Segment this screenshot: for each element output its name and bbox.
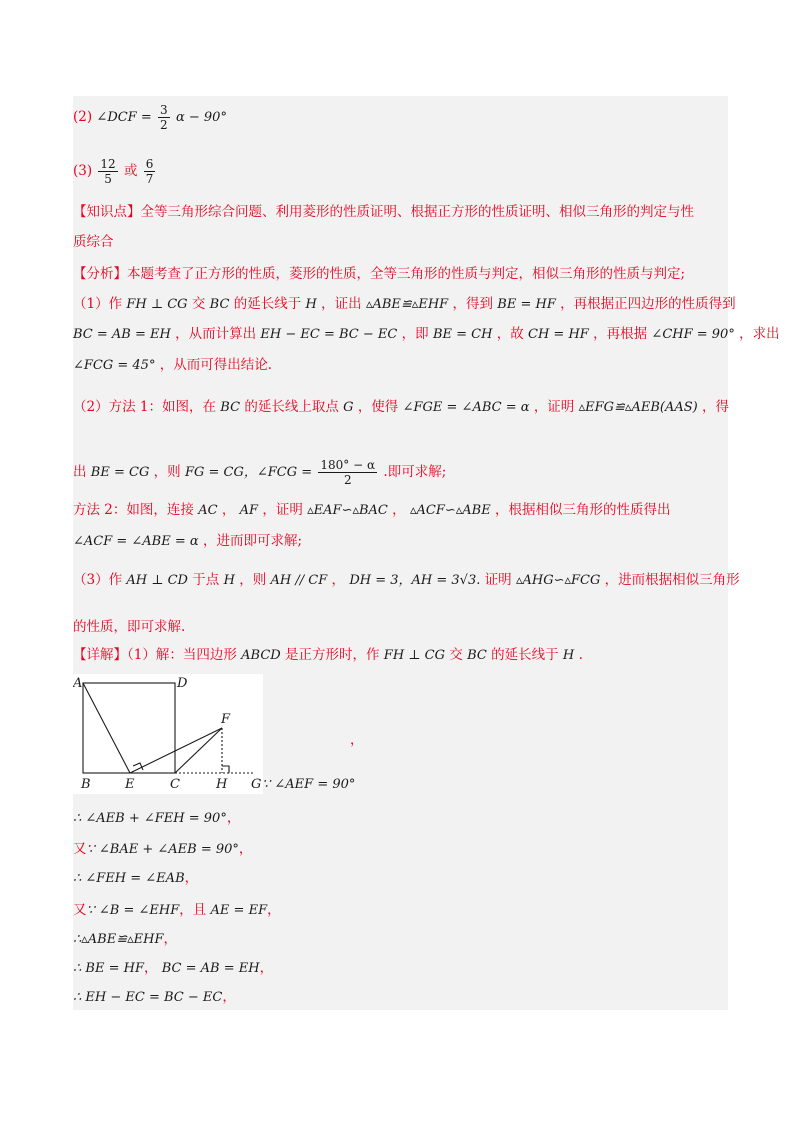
proof-step-6: ∴ BE = HF， BC = AB = EH，	[73, 960, 274, 976]
answer-3-label: (3)	[73, 163, 93, 179]
segment-ae	[83, 683, 130, 773]
analysis-method-1-line-2: 出 BE = CG ，则 FG = CG，∠FCG = $\frac{180^\circ - \alpha}{2}$ .即可求解;	[73, 458, 447, 487]
figure-trailing-comma: ，	[350, 732, 364, 748]
analysis-method-2-line-1: 方法 2：如图，连接 AC ， AF ，证明 ▵EAF∽▵BAC ， ▵ACF∽▵ABE ，根据相似三角形的性质得出	[73, 502, 671, 518]
angle-aef-statement: ∵ ∠AEF = 90°	[262, 777, 356, 792]
answer-3-fraction-2: $\frac{6}{7}$	[145, 157, 154, 186]
proof-step-4: 又∵ ∠B = ∠EHF，且 AE = EF，	[73, 902, 281, 918]
answer-2	[73, 103, 227, 132]
answer-3-fraction-1: $\frac{12}{5}$	[100, 157, 116, 186]
proof-step-7: ∴ EH − EC = BC − EC，	[73, 989, 236, 1005]
answer-2-lhs: ∠DCF =	[96, 110, 152, 125]
label-h: H	[216, 777, 228, 792]
analysis-part-1-line-1: （1）作 FH ⊥ CG 交 BC 的延长线于 H ，证出 ▵ABE≌▵EHF ，得到 BE = HF ，再根据正四边形的性质得到	[73, 296, 736, 312]
analysis-method-2-line-2: ∠ACF = ∠ABE = α ，进而即可求解;	[73, 533, 303, 549]
answer-2-label: (2)	[73, 109, 93, 125]
analysis-part-1-line-3: ∠FCG = 45° ，从而可得出结论.	[73, 357, 273, 373]
answer-2-rhs: α − 90°	[175, 110, 227, 125]
segment-ef	[130, 728, 222, 773]
label-a: A	[73, 676, 83, 691]
proof-step-3: ∴ ∠FEH = ∠EAB，	[73, 870, 199, 886]
analysis-part-3-line-2: 的性质，即可求解.	[73, 619, 186, 635]
answer-2-fraction: $\frac{3}{2}$	[160, 103, 168, 132]
proof-step-5: ∴▵ABE≌▵EHF，	[73, 931, 177, 947]
analysis-line-1: 【分析】本题考查了正方形的性质，菱形的性质，全等三角形的性质与判定，相似三角形的性质与判定;	[73, 266, 686, 282]
angle-fcg-fraction: $\frac{180^\circ - \alpha}{2}$	[320, 458, 376, 487]
right-angle-mark-h	[222, 766, 229, 773]
label-d: D	[177, 676, 188, 691]
label-g: G	[251, 777, 262, 792]
label-b: B	[81, 777, 91, 792]
label-e: E	[125, 777, 135, 792]
answer-3	[73, 157, 157, 186]
knowledge-line-1: 【知识点】全等三角形综合问题、利用菱形的性质证明、根据正方形的性质证明、相似三角形的判定与性	[73, 204, 694, 220]
geometry-figure	[73, 674, 263, 794]
answer-3-or: 或	[124, 163, 138, 179]
analysis-method-1-line-1: （2）方法 1：如图，在 BC 的延长线上取点 G ，使得 ∠FGE = ∠ABC = α ，证明 ▵EFG≌▵AEB(AAS) ，得	[73, 399, 730, 415]
label-f: F	[221, 712, 231, 727]
analysis-part-1-line-2: BC = AB = EH ，从而计算出 EH − EC = BC − EC ，即 BE = CH ，故 CH = HF ，再根据 ∠CHF = 90° ，求出	[73, 326, 780, 342]
square-diagram	[73, 674, 263, 794]
proof-step-1: ∴ ∠AEB + ∠FEH = 90°，	[73, 810, 241, 826]
label-c: C	[170, 777, 180, 792]
proof-step-2: 又∵ ∠BAE + ∠AEB = 90°，	[73, 841, 253, 857]
square-abcd	[83, 683, 175, 773]
segment-cf	[175, 728, 222, 773]
detail-line-1: 【详解】（1）解：当四边形 ABCD 是正方形时，作 FH ⊥ CG 交 BC 的延长线于 H .	[73, 647, 583, 663]
analysis-part-3-line-1: （3）作 AH ⊥ CD 于点 H ，则 AH // CF ， DH = 3，AH = 3√3. 证明 ▵AHG∽▵FCG ，进而根据相似三角形	[73, 572, 740, 588]
knowledge-line-2: 质综合	[73, 234, 114, 250]
